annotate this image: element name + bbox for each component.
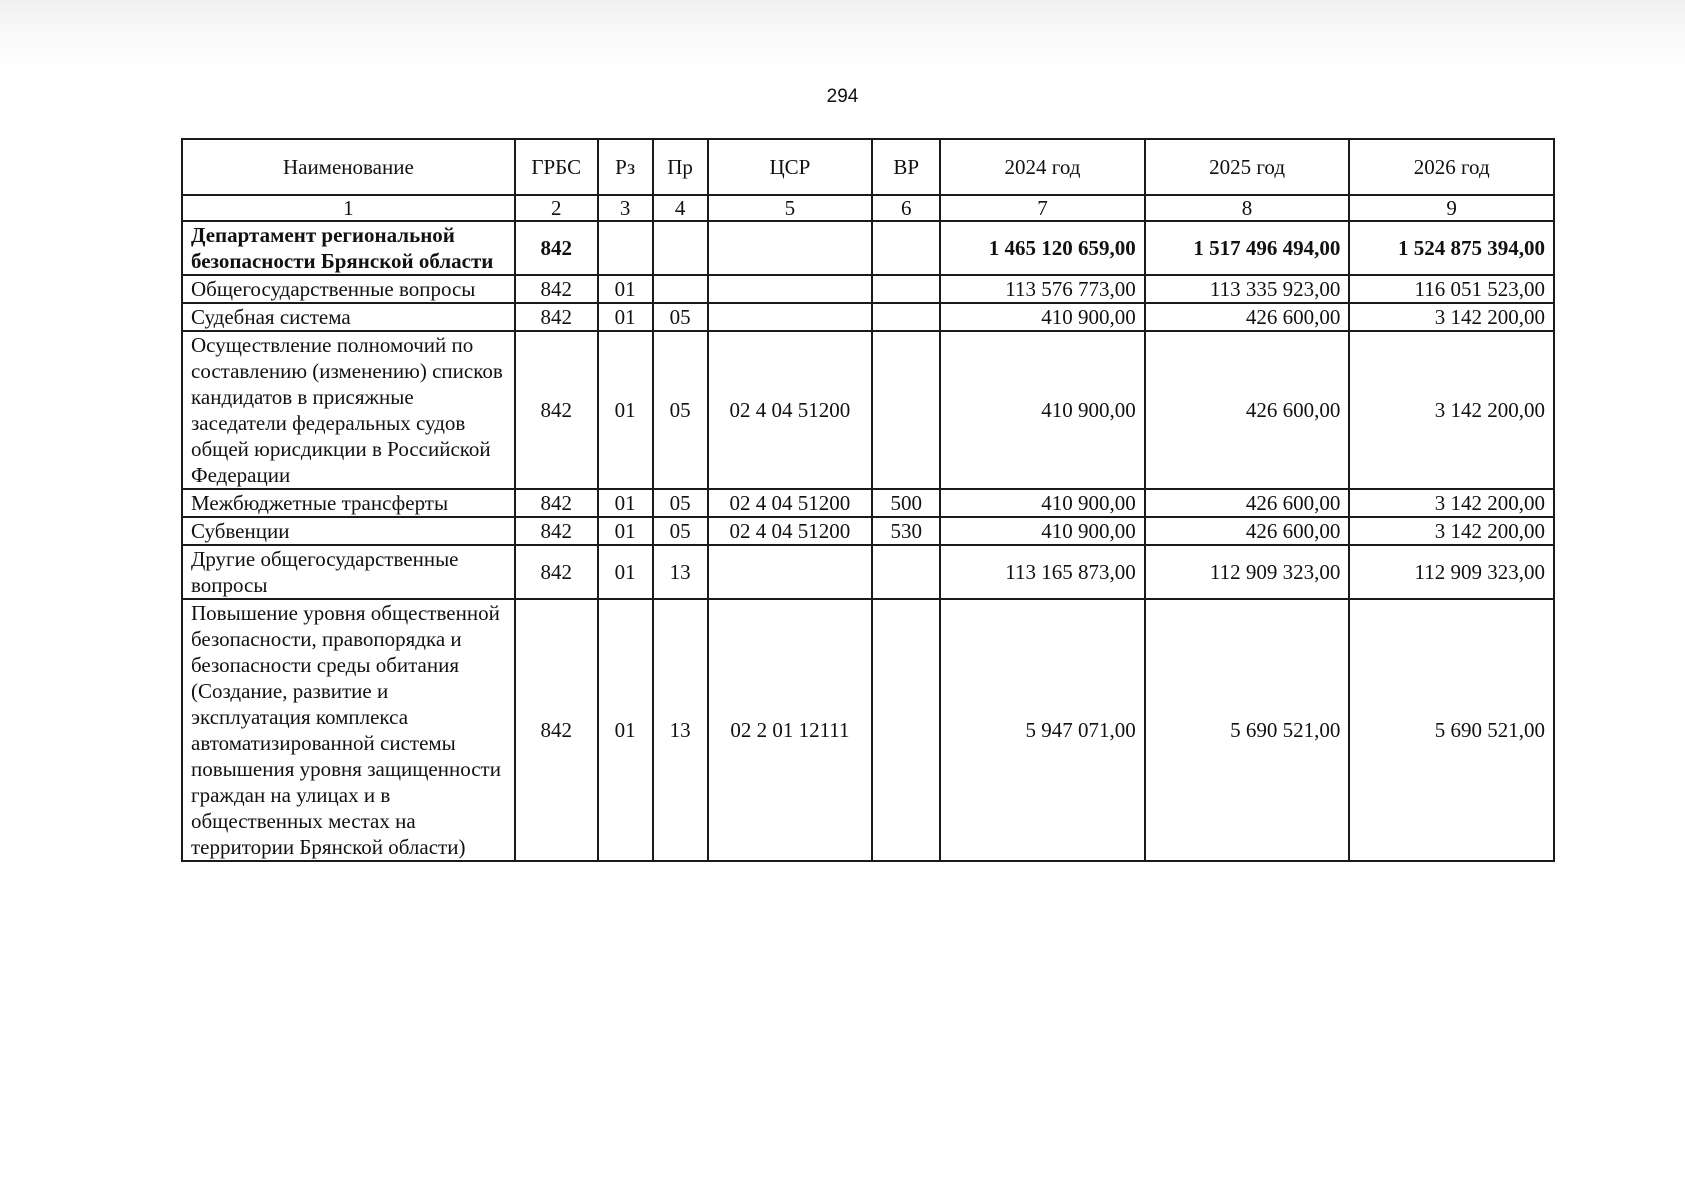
row-name: Судебная система (182, 303, 515, 331)
row-amount-2024: 410 900,00 (940, 489, 1145, 517)
row-name: Другие общегосударственные вопросы (182, 545, 515, 599)
row-amount-2025: 426 600,00 (1145, 331, 1350, 489)
header-grbs: ГРБС (515, 139, 598, 195)
header-csr: ЦСР (708, 139, 873, 195)
row-vr (872, 275, 940, 303)
column-number: 7 (940, 195, 1145, 221)
row-amount-2024: 113 576 773,00 (940, 275, 1145, 303)
table-row (182, 599, 1554, 861)
row-grbs: 842 (515, 517, 598, 545)
row-pr: 13 (653, 545, 708, 599)
row-grbs: 842 (515, 545, 598, 599)
column-number: 1 (182, 195, 515, 221)
row-pr: 05 (653, 517, 708, 545)
table-row (182, 303, 1554, 331)
column-number: 6 (872, 195, 940, 221)
row-rz: 01 (598, 331, 653, 489)
row-amount-2026: 3 142 200,00 (1349, 517, 1554, 545)
row-grbs: 842 (515, 303, 598, 331)
row-grbs: 842 (515, 489, 598, 517)
column-number: 8 (1145, 195, 1350, 221)
page-number: 294 (826, 86, 859, 107)
header-vr: ВР (872, 139, 940, 195)
row-amount-2024: 5 947 071,00 (940, 599, 1145, 861)
row-grbs: 842 (515, 275, 598, 303)
row-vr (872, 303, 940, 331)
header-2025: 2025 год (1145, 139, 1350, 195)
row-rz: 01 (598, 275, 653, 303)
row-rz: 01 (598, 303, 653, 331)
column-number-row (182, 195, 1554, 221)
row-amount-2026: 1 524 875 394,00 (1349, 221, 1554, 275)
row-amount-2025: 426 600,00 (1145, 517, 1350, 545)
row-amount-2024: 1 465 120 659,00 (940, 221, 1145, 275)
row-name: Департамент региональной безопасности Брянской области (182, 221, 515, 275)
row-csr (708, 221, 873, 275)
row-pr: 05 (653, 331, 708, 489)
table-row (182, 275, 1554, 303)
row-rz: 01 (598, 517, 653, 545)
row-amount-2025: 1 517 496 494,00 (1145, 221, 1350, 275)
row-csr (708, 275, 873, 303)
table-row (182, 331, 1554, 489)
row-csr: 02 4 04 51200 (708, 517, 873, 545)
row-name: Субвенции (182, 517, 515, 545)
table-row (182, 221, 1554, 275)
row-vr (872, 545, 940, 599)
header-pr: Пр (653, 139, 708, 195)
column-number: 4 (653, 195, 708, 221)
row-amount-2026: 116 051 523,00 (1349, 275, 1554, 303)
row-amount-2026: 3 142 200,00 (1349, 303, 1554, 331)
column-number: 9 (1349, 195, 1554, 221)
row-pr (653, 275, 708, 303)
row-vr (872, 331, 940, 489)
table-row (182, 517, 1554, 545)
header-name: Наименование (182, 139, 515, 195)
header-rz: Рз (598, 139, 653, 195)
row-amount-2024: 410 900,00 (940, 517, 1145, 545)
row-csr (708, 545, 873, 599)
row-rz: 01 (598, 599, 653, 861)
row-pr (653, 221, 708, 275)
row-amount-2026: 112 909 323,00 (1349, 545, 1554, 599)
row-csr (708, 303, 873, 331)
row-amount-2025: 5 690 521,00 (1145, 599, 1350, 861)
row-csr: 02 2 01 12111 (708, 599, 873, 861)
row-csr: 02 4 04 51200 (708, 331, 873, 489)
scan-margin (0, 0, 1685, 70)
column-number: 2 (515, 195, 598, 221)
row-name: Общегосударственные вопросы (182, 275, 515, 303)
header-row (182, 139, 1554, 195)
row-amount-2025: 113 335 923,00 (1145, 275, 1350, 303)
row-vr: 500 (872, 489, 940, 517)
row-amount-2024: 410 900,00 (940, 303, 1145, 331)
row-grbs: 842 (515, 331, 598, 489)
table-row (182, 545, 1554, 599)
budget-table (181, 138, 1555, 862)
header-2024: 2024 год (940, 139, 1145, 195)
column-number: 5 (708, 195, 873, 221)
row-grbs: 842 (515, 221, 598, 275)
row-amount-2026: 3 142 200,00 (1349, 331, 1554, 489)
row-grbs: 842 (515, 599, 598, 861)
header-2026: 2026 год (1349, 139, 1554, 195)
row-vr: 530 (872, 517, 940, 545)
row-name: Осуществление полномочий по составлению (изменению) списков кандидатов в присяжные заседатели федеральных судов общей юрисдикции в Российской Федерации (182, 331, 515, 489)
row-rz: 01 (598, 545, 653, 599)
row-name: Повышение уровня общественной безопасности, правопорядка и безопасности среды обитания (Создание, развитие и эксплуатация комплекса автоматизированной системы повышения уровня защищенности граждан на улицах и в общественных местах на территории Брянской области) (182, 599, 515, 861)
table-body (182, 221, 1554, 861)
row-amount-2025: 426 600,00 (1145, 303, 1350, 331)
row-amount-2025: 112 909 323,00 (1145, 545, 1350, 599)
row-rz (598, 221, 653, 275)
row-name: Межбюджетные трансферты (182, 489, 515, 517)
row-pr: 05 (653, 303, 708, 331)
row-pr: 05 (653, 489, 708, 517)
column-number: 3 (598, 195, 653, 221)
table-row (182, 489, 1554, 517)
row-csr: 02 4 04 51200 (708, 489, 873, 517)
row-amount-2024: 410 900,00 (940, 331, 1145, 489)
row-rz: 01 (598, 489, 653, 517)
row-amount-2026: 3 142 200,00 (1349, 489, 1554, 517)
row-amount-2026: 5 690 521,00 (1349, 599, 1554, 861)
row-vr (872, 599, 940, 861)
row-pr: 13 (653, 599, 708, 861)
row-vr (872, 221, 940, 275)
row-amount-2025: 426 600,00 (1145, 489, 1350, 517)
row-amount-2024: 113 165 873,00 (940, 545, 1145, 599)
